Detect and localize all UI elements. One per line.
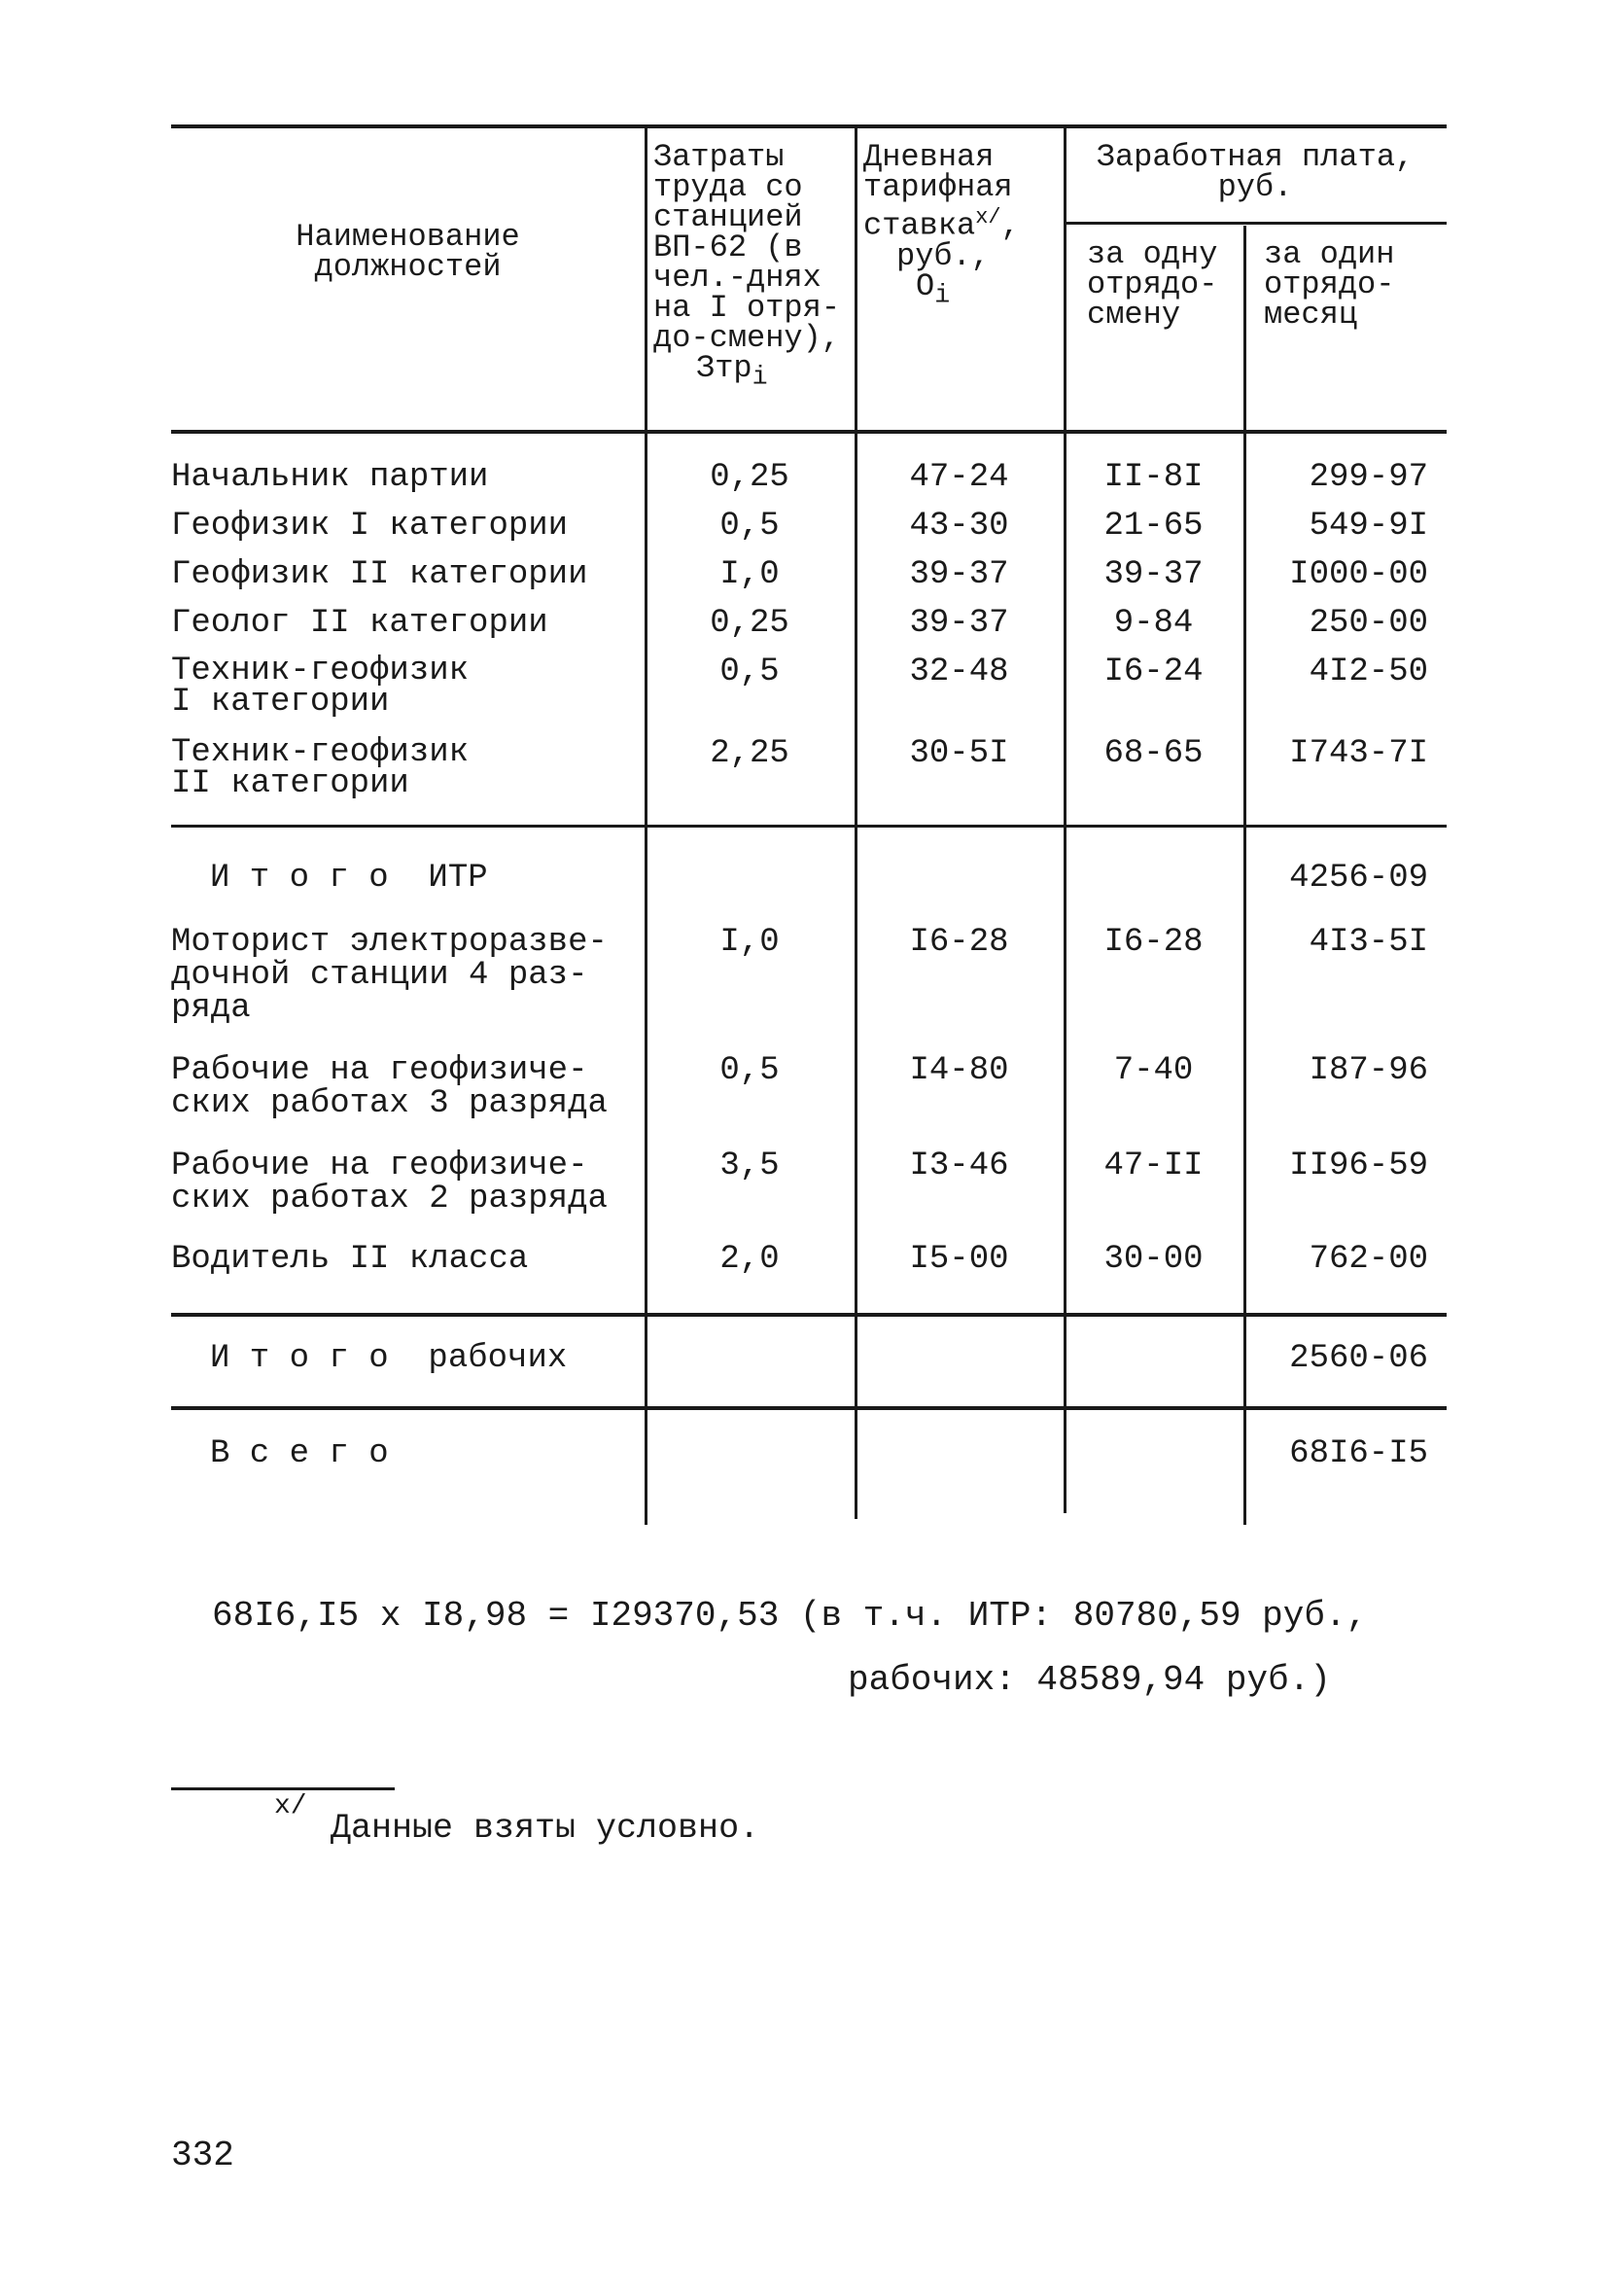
col-divider-3 (1064, 128, 1066, 1513)
row-name: Техник-геофизик I категории (171, 653, 470, 721)
row-shift: I6-24 (1103, 653, 1204, 690)
row-shift: I6-28 (1103, 924, 1204, 961)
footnote-mark: х/ (274, 1791, 307, 1821)
calculation-line-2: рабочих: 48589,94 руб.) (848, 1660, 1331, 1700)
row-labor: 0,5 (719, 653, 780, 690)
row-labor: 2,0 (719, 1241, 780, 1278)
row-rate: 30-5I (909, 735, 1009, 772)
rate-unit: руб., (896, 237, 991, 274)
header-rate-text: Дневная тарифная ставка (863, 139, 1013, 244)
row-rate: 39-37 (909, 556, 1009, 593)
labor-subscript: i (752, 363, 768, 393)
row-rate: 43-30 (909, 508, 1009, 545)
row-rate: 32-48 (909, 653, 1009, 690)
row-month: 4I2-50 (1309, 653, 1428, 690)
grand-total-month: 68I6-I5 (1289, 1435, 1428, 1472)
row-labor: 0,5 (719, 1052, 780, 1089)
row-shift: 68-65 (1103, 735, 1204, 772)
salary-table (171, 124, 1447, 1525)
itr-section-rule (171, 825, 1447, 828)
row-month: 4I3-5I (1309, 924, 1428, 961)
rate-tail: , (1000, 207, 1020, 244)
rate-footnote-mark: х/ (975, 205, 1001, 230)
row-name: Моторист электроразве- дочной станции 4 раз- ряда (171, 924, 608, 1027)
workers-total-rule-top (171, 1313, 1447, 1317)
row-month: 549-9I (1309, 508, 1428, 545)
row-shift: 47-II (1103, 1148, 1204, 1184)
row-name: Начальник партии (171, 459, 489, 496)
row-name: Геолог II категории (171, 605, 548, 642)
header-rate (863, 139, 1058, 311)
row-month: 250-00 (1309, 605, 1428, 642)
row-labor: 0,25 (710, 605, 789, 642)
row-rate: 47-24 (909, 459, 1009, 496)
row-rate: I5-00 (909, 1241, 1009, 1278)
header-labor-text: Затраты труда со станцией ВП-62 (в чел.-днях на I отря- до-смену), (653, 139, 841, 356)
row-shift: 9-84 (1113, 605, 1194, 642)
labor-symbol: Зтр (696, 350, 752, 386)
row-rate: I3-46 (909, 1148, 1009, 1184)
row-name: Водитель II класса (171, 1241, 529, 1278)
row-month: II96-59 (1289, 1148, 1428, 1184)
table-top-rule (171, 124, 1447, 128)
row-labor: 2,25 (710, 735, 789, 772)
rate-subscript: i (934, 281, 951, 311)
itr-total-label: И т о г о ИТР (210, 860, 488, 897)
page-number: 332 (171, 2136, 234, 2175)
header-labor (653, 139, 853, 393)
row-shift: 30-00 (1103, 1241, 1204, 1278)
row-shift: 7-40 (1113, 1052, 1194, 1089)
row-rate: I4-80 (909, 1052, 1009, 1089)
row-name: Техник-геофизик II категории (171, 734, 470, 802)
header-wage-month: за один отрядо- месяц (1264, 236, 1395, 333)
rate-symbol-group (863, 267, 951, 311)
footnote-text: Данные взяты условно. (331, 1809, 760, 1848)
rate-symbol: О (916, 267, 935, 304)
row-labor: 0,25 (710, 459, 789, 496)
workers-total-label: И т о г о рабочих (210, 1340, 568, 1377)
wage-subheader-rule (1064, 222, 1447, 225)
col-divider-2 (855, 128, 857, 1519)
row-shift: II-8I (1103, 459, 1204, 496)
row-labor: 3,5 (719, 1148, 780, 1184)
col-divider-1 (645, 128, 647, 1525)
row-shift: 39-37 (1103, 556, 1204, 593)
workers-total-month: 2560-06 (1289, 1340, 1428, 1377)
itr-total-month: 4256-09 (1289, 860, 1428, 897)
row-labor: I,0 (719, 556, 780, 593)
row-month: I000-00 (1289, 556, 1428, 593)
grand-total-label: В с е г о (210, 1435, 389, 1472)
row-name: Рабочие на геофизиче- ских работах 2 разряда (171, 1148, 608, 1218)
grand-total-rule-top (171, 1406, 1447, 1410)
header-name: Наименование должностей (296, 219, 520, 285)
row-month: 299-97 (1309, 459, 1428, 496)
calculation-line-1: 68I6,I5 х I8,98 = I29370,53 (в т.ч. ИТР: 80780,59 руб., (212, 1596, 1368, 1636)
row-month: 762-00 (1309, 1241, 1428, 1278)
header-wage-shift: за одну отрядо- смену (1087, 236, 1218, 333)
row-name: Рабочие на геофизиче- ских работах 3 разряда (171, 1052, 608, 1122)
row-month: I87-96 (1309, 1052, 1428, 1089)
row-name: Геофизик II категории (171, 556, 588, 593)
header-labor-symbol (653, 350, 768, 393)
row-rate: 39-37 (909, 605, 1009, 642)
footnote-rule (171, 1787, 395, 1790)
row-labor: 0,5 (719, 508, 780, 545)
row-month: I743-7I (1289, 735, 1428, 772)
header-bottom-rule (171, 430, 1447, 434)
header-wage: Заработная плата, руб. (1096, 139, 1415, 205)
row-name: Геофизик I категории (171, 508, 569, 545)
row-labor: I,0 (719, 924, 780, 961)
row-rate: I6-28 (909, 924, 1009, 961)
row-shift: 21-65 (1103, 508, 1204, 545)
